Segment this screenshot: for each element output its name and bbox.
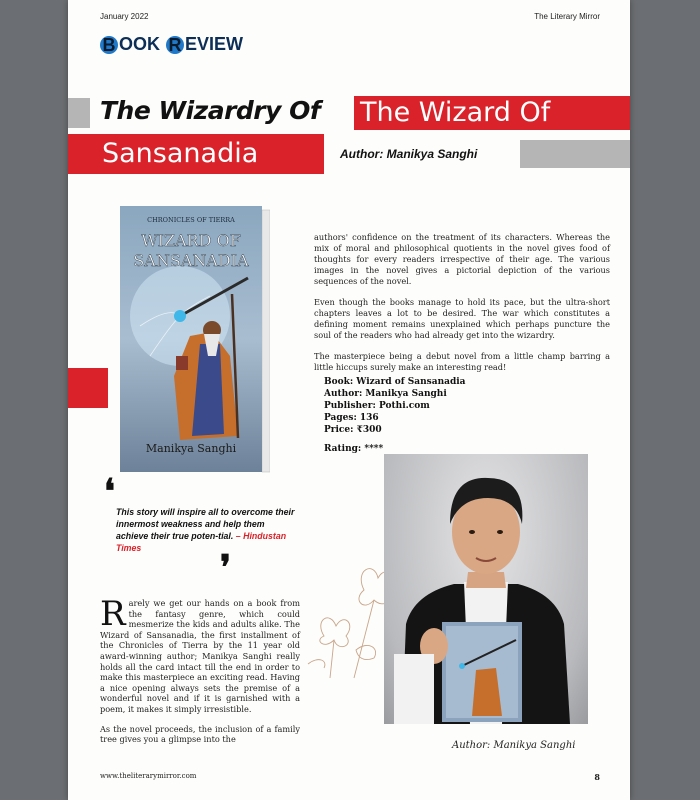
- red-block-left: [68, 368, 108, 408]
- quote-source: – Hindustan Times: [116, 531, 287, 553]
- footer-website: www.theliterarymirror.com: [100, 772, 197, 780]
- section-word-book: OOK: [119, 34, 161, 54]
- quote-open-icon: ❛: [104, 472, 115, 512]
- rating: Rating: ****: [324, 444, 384, 454]
- left-paragraph-1-text: arely we get our hands on a book from the fantasy genre, which could mesmerize the kids and adults alike. The Wizard of Sansanadia, the first installment of the Chronicles of Tierra by the 11 year old award-winning author; Manikya Sanghi really holds all the card intact till the end in order to make this masterpiece an exciting read. Having a nice opening always sets the premise of a wonderful novel and if it is garnished with a poem, it makes it simply irresistible.: [100, 598, 300, 714]
- grey-bar-left: [68, 98, 90, 128]
- right-paragraph-3: The masterpiece being a debut novel from a little champ barring a little hiccups surely make an interesting read!: [314, 351, 610, 372]
- issue-date: January 2022: [100, 12, 149, 21]
- title-line-2: The Wizard Of: [354, 96, 630, 130]
- book-details: [324, 376, 465, 436]
- publication-name: The Literary Mirror: [534, 12, 600, 21]
- grey-bar-right: [520, 140, 630, 168]
- left-paragraph-2: As the novel proceeds, the inclusion of a family tree gives you a glimpse into the: [100, 723, 300, 745]
- detail-pages: Pages: 136: [324, 413, 379, 423]
- review-column-right: [314, 232, 610, 383]
- author-photo: [384, 454, 588, 724]
- photo-caption: Author: Manikya Sanghi: [452, 740, 576, 751]
- detail-book: Book: Wizard of Sansanadia: [324, 377, 466, 387]
- detail-author: Author: Manikya Sanghi: [324, 389, 447, 399]
- drop-cap: R: [100, 594, 126, 634]
- left-paragraph-1: [100, 594, 300, 715]
- quote-close-icon: ❜: [220, 548, 231, 588]
- magazine-page: [68, 0, 630, 800]
- detail-price: Price: ₹300: [324, 425, 382, 435]
- book-cover-image: [120, 206, 270, 474]
- section-letter-b: B: [100, 36, 118, 54]
- review-column-left: [100, 594, 300, 754]
- section-letter-r: R: [166, 36, 184, 54]
- detail-publisher: Publisher: Pothi.com: [324, 401, 430, 411]
- title-author: Author: Manikya Sanghi: [340, 147, 478, 161]
- cover-series: CHRONICLES OF TIERRA: [147, 216, 235, 224]
- pull-quote: [116, 506, 296, 554]
- cover-title-b: SANSANADIA: [133, 251, 249, 270]
- cover-author: Manikya Sanghi: [145, 442, 237, 455]
- right-paragraph-2: Even though the books manage to hold its pace, but the ultra-short chapters leaves a lot to be desired. The war which constitutes a defining moment remains unexplained which perhaps puncture the soul of the readers who had already get into the wizardry.: [314, 297, 610, 340]
- section-word-review: EVIEW: [185, 34, 244, 54]
- cover-title-a: WIZARD OF: [141, 231, 241, 250]
- right-paragraph-1: authors' confidence on the treatment of its characters. Whereas the mix of moral and philosophical quotients in the novel gives food of thoughts for every readers irrespective of their age. The various images in the novel gives a pictorial depiction of the various sequences of the novel.: [314, 232, 610, 286]
- section-label: [100, 34, 243, 55]
- quote-text: This story will inspire all to overcome their innermost weakness and help them achieve their true poten-tial.: [116, 507, 295, 541]
- title-line-3: Sansanadia: [68, 134, 324, 174]
- page-number: 8: [594, 772, 600, 782]
- title-line-1: The Wizardry Of: [100, 96, 321, 125]
